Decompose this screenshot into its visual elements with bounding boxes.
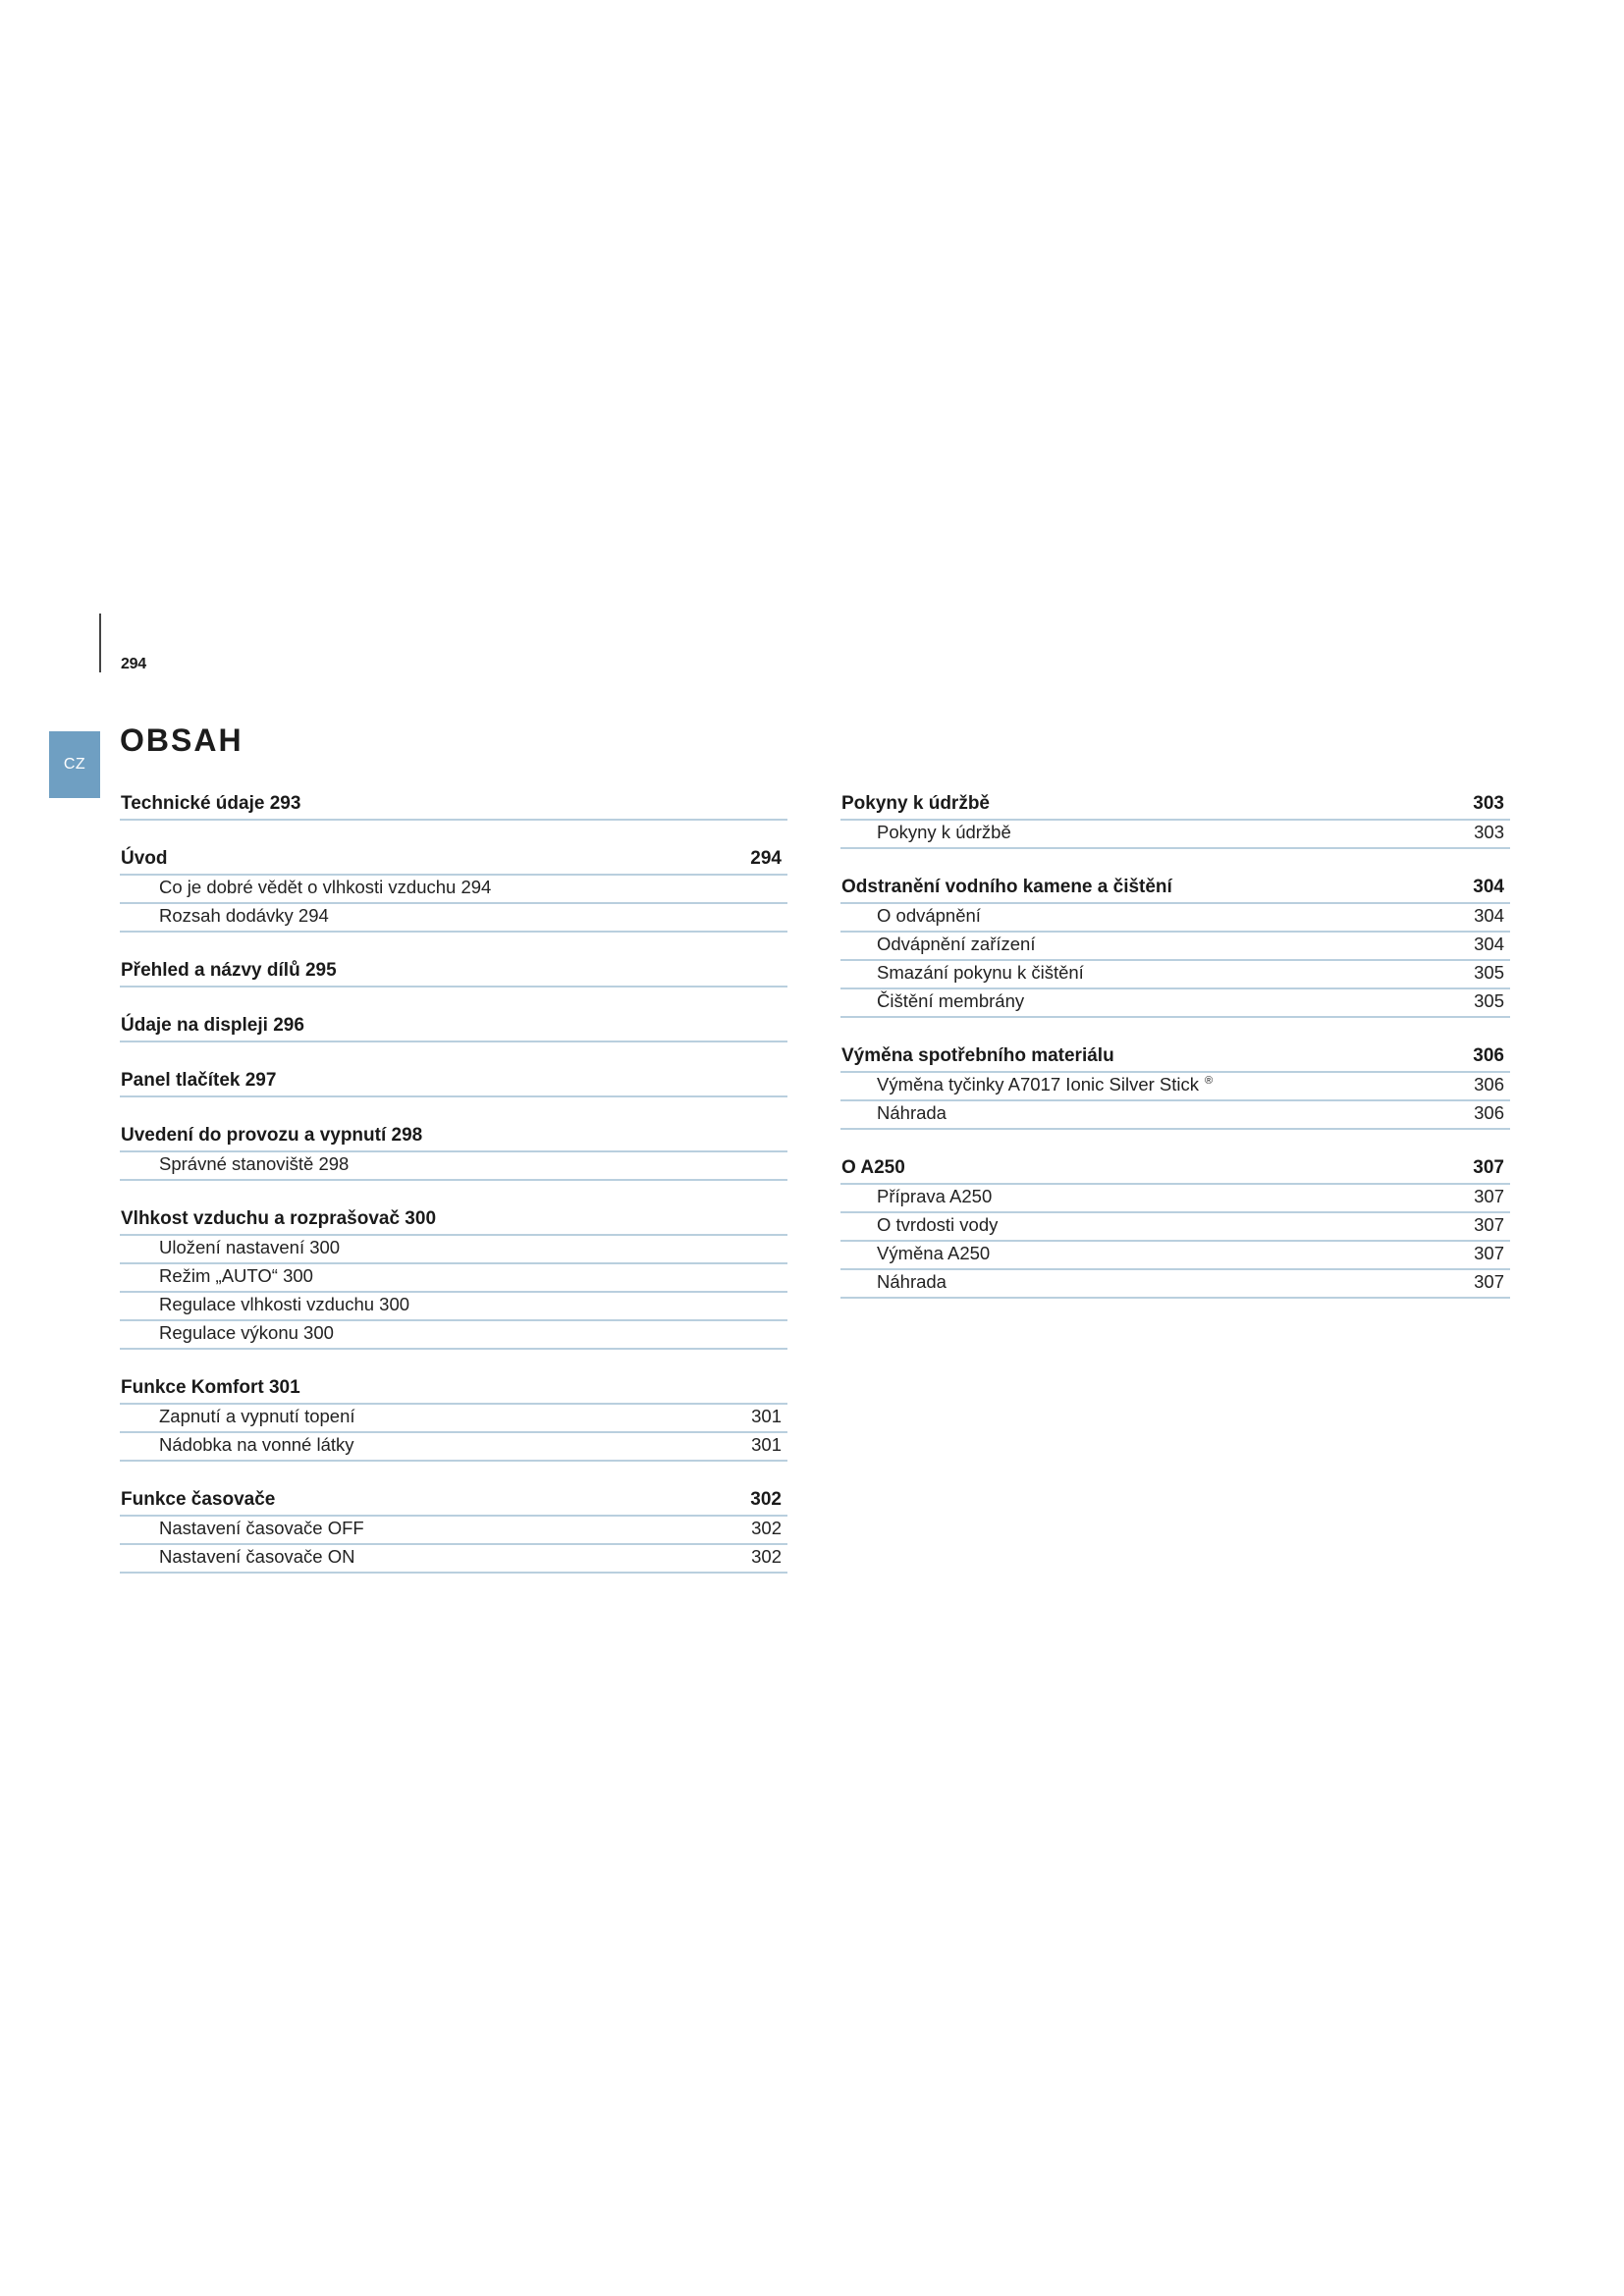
toc-label-text: Správné stanoviště 298	[159, 1153, 350, 1174]
toc-section-label	[121, 793, 300, 815]
toc-page-number: 307	[1474, 1271, 1504, 1292]
toc-entry[interactable]	[840, 989, 1510, 1018]
toc-page-number: 302	[750, 1489, 782, 1510]
toc-entry[interactable]	[120, 1264, 787, 1293]
toc-entry-label	[877, 990, 1024, 1012]
toc-page-number: 303	[1473, 793, 1504, 814]
toc-section	[840, 787, 1510, 849]
toc-entry-label	[877, 934, 1035, 955]
toc-page-number: 302	[751, 1518, 782, 1538]
toc-section-heading[interactable]	[120, 1371, 787, 1405]
toc-entry[interactable]	[120, 1517, 787, 1545]
toc-label-text: O A250	[841, 1157, 905, 1178]
toc-label-text: Náhrada	[877, 1102, 947, 1123]
toc-entry[interactable]	[120, 1321, 787, 1350]
toc-entry[interactable]	[840, 1213, 1510, 1242]
toc-entry[interactable]	[120, 1236, 787, 1264]
toc-label-text: Režim „AUTO“ 300	[159, 1265, 313, 1286]
toc-label-text: Funkce Komfort 301	[121, 1377, 300, 1398]
toc-entry-label	[159, 1265, 313, 1287]
toc-section-heading[interactable]	[120, 1119, 787, 1152]
toc-page-number: 306	[1474, 1102, 1504, 1123]
toc-label-text: O odvápnění	[877, 905, 981, 926]
toc-section	[120, 954, 787, 988]
toc-entry[interactable]	[120, 1433, 787, 1462]
toc-section-label	[121, 1377, 300, 1399]
toc-entry-label	[159, 1294, 409, 1315]
toc-label-text: Nádobka na vonné látky	[159, 1434, 354, 1455]
toc-label-text: Přehled a názvy dílů 295	[121, 960, 337, 981]
toc-entry-label	[877, 1271, 947, 1293]
toc-entry[interactable]	[840, 933, 1510, 961]
language-tab: CZ	[49, 731, 100, 798]
toc-page-number: 301	[751, 1434, 782, 1455]
toc-label-text: Výměna A250	[877, 1243, 991, 1263]
toc-section	[120, 1483, 787, 1574]
toc-entry[interactable]	[120, 904, 787, 933]
toc-entry-label	[877, 905, 981, 927]
toc-section	[120, 1371, 787, 1462]
toc-section	[120, 787, 787, 821]
toc-page-number: 307	[1474, 1186, 1504, 1206]
toc-section-heading[interactable]	[840, 1151, 1510, 1185]
toc-entry-label	[159, 1546, 354, 1568]
toc-page-number: 301	[751, 1406, 782, 1426]
toc-entry-label	[159, 1406, 355, 1427]
toc-label-text: Nastavení časovače OFF	[159, 1518, 364, 1538]
toc-section	[840, 871, 1510, 1018]
toc-page-number: 305	[1474, 962, 1504, 983]
page-margin-rule	[99, 614, 101, 672]
toc-label-text: Co je dobré vědět o vlhkosti vzduchu 294	[159, 877, 492, 897]
toc-section-label	[841, 1157, 905, 1179]
toc-label-text: Rozsah dodávky 294	[159, 905, 329, 926]
toc-entry-label	[159, 905, 329, 927]
toc-section-heading[interactable]	[120, 842, 787, 876]
toc-entry[interactable]	[120, 1545, 787, 1574]
toc-label-text: Pokyny k údržbě	[841, 793, 990, 814]
toc-section-heading[interactable]	[840, 871, 1510, 904]
toc-label-text: Vlhkost vzduchu a rozprašovač 300	[121, 1208, 437, 1229]
toc-label-text: Pokyny k údržbě	[877, 822, 1011, 842]
toc-entry[interactable]	[840, 904, 1510, 933]
toc-label-text: Regulace výkonu 300	[159, 1322, 334, 1343]
toc-section-label	[121, 1125, 422, 1147]
toc-page-number: 304	[1474, 934, 1504, 954]
registered-mark: ®	[1205, 1074, 1214, 1087]
toc-section-heading[interactable]	[120, 1483, 787, 1517]
toc-entry[interactable]	[840, 1242, 1510, 1270]
toc-label-text: Technické údaje 293	[121, 793, 301, 814]
toc-page-number: 304	[1474, 905, 1504, 926]
toc-label-text: Výměna spotřebního materiálu	[841, 1045, 1114, 1066]
toc-section-label	[841, 1045, 1114, 1067]
toc-section-heading[interactable]	[120, 1064, 787, 1097]
toc-page-number: 306	[1473, 1045, 1504, 1066]
toc-section	[120, 1009, 787, 1042]
toc-entry-label	[877, 1186, 992, 1207]
toc-entry-label	[877, 1102, 947, 1124]
toc-section-heading[interactable]	[120, 1202, 787, 1236]
toc-page-number: 303	[1474, 822, 1504, 842]
toc-section-heading[interactable]	[840, 787, 1510, 821]
toc-page-number: 302	[751, 1546, 782, 1567]
toc-entry-label	[877, 1243, 990, 1264]
toc-entry-label	[159, 1153, 349, 1175]
toc-section	[840, 1151, 1510, 1299]
toc-label-text: Čištění membrány	[877, 990, 1025, 1011]
toc-label-text: Smazání pokynu k čištění	[877, 962, 1084, 983]
toc-label-text: Náhrada	[877, 1271, 947, 1292]
page-title: OBSAH	[120, 722, 244, 758]
toc-page-number: 307	[1474, 1214, 1504, 1235]
toc-label-text: Úvod	[121, 848, 168, 869]
toc-label-text: Odvápnění zařízení	[877, 934, 1036, 954]
toc-section-label	[121, 1208, 436, 1230]
toc-label-text: Uvedení do provozu a vypnutí 298	[121, 1125, 423, 1146]
toc-section-label	[121, 848, 168, 870]
toc-entry-label	[877, 1214, 998, 1236]
toc-page-number: 304	[1473, 877, 1504, 897]
toc-label-text: Odstranění vodního kamene a čištění	[841, 877, 1172, 897]
toc-entry-label	[877, 822, 1011, 843]
toc-label-text: Regulace vlhkosti vzduchu 300	[159, 1294, 410, 1314]
toc-entry[interactable]	[120, 876, 787, 904]
toc-entry[interactable]	[120, 1293, 787, 1321]
toc-entry-label	[159, 1434, 354, 1456]
toc-label-text: Uložení nastavení 300	[159, 1237, 341, 1257]
toc-page-number: 294	[750, 848, 782, 869]
toc-section-label	[841, 793, 990, 815]
toc-section-label	[121, 1070, 276, 1092]
toc-label-text: Zapnutí a vypnutí topení	[159, 1406, 355, 1426]
toc-entry[interactable]	[840, 1101, 1510, 1130]
toc-page-number: 307	[1474, 1243, 1504, 1263]
toc-section-label	[121, 1015, 304, 1037]
toc-left-column	[120, 787, 787, 1595]
toc-label-text: Panel tlačítek 297	[121, 1070, 277, 1091]
toc-entry[interactable]	[120, 1152, 787, 1181]
toc-label-text: Nastavení časovače ON	[159, 1546, 355, 1567]
toc-label-text: Údaje na displeji 296	[121, 1015, 304, 1036]
toc-section	[120, 1119, 787, 1181]
toc-label-text: Funkce časovače	[121, 1489, 276, 1510]
toc-entry[interactable]	[840, 1073, 1510, 1101]
toc-page-number: 305	[1474, 990, 1504, 1011]
toc-entry[interactable]	[840, 1270, 1510, 1299]
toc-section-heading[interactable]	[120, 954, 787, 988]
toc-entry-label	[877, 1074, 1213, 1095]
toc-entry[interactable]	[840, 961, 1510, 989]
toc-entry[interactable]	[840, 1185, 1510, 1213]
toc-section-heading[interactable]	[120, 787, 787, 821]
toc-section-label	[121, 1489, 275, 1511]
toc-section-heading[interactable]	[120, 1009, 787, 1042]
toc-entry[interactable]	[120, 1405, 787, 1433]
toc-section-label	[841, 877, 1172, 898]
toc-right-column	[840, 787, 1510, 1320]
toc-entry-label	[159, 877, 491, 898]
toc-section	[120, 1064, 787, 1097]
toc-page-number: 306	[1474, 1074, 1504, 1095]
toc-section	[120, 1202, 787, 1350]
toc-entry-label	[877, 962, 1084, 984]
toc-entry-label	[159, 1237, 340, 1258]
toc-label-text: Výměna tyčinky A7017 Ionic Silver Stick	[877, 1074, 1200, 1095]
toc-section-label	[121, 960, 337, 982]
toc-section	[120, 842, 787, 933]
toc-entry-label	[159, 1518, 364, 1539]
toc-entry-label	[159, 1322, 334, 1344]
toc-entry[interactable]	[840, 821, 1510, 849]
toc-label-text: O tvrdosti vody	[877, 1214, 999, 1235]
toc-section-heading[interactable]	[840, 1040, 1510, 1073]
page-number: 294	[121, 656, 146, 672]
toc-section	[840, 1040, 1510, 1130]
toc-label-text: Příprava A250	[877, 1186, 993, 1206]
toc-page-number: 307	[1473, 1157, 1504, 1178]
